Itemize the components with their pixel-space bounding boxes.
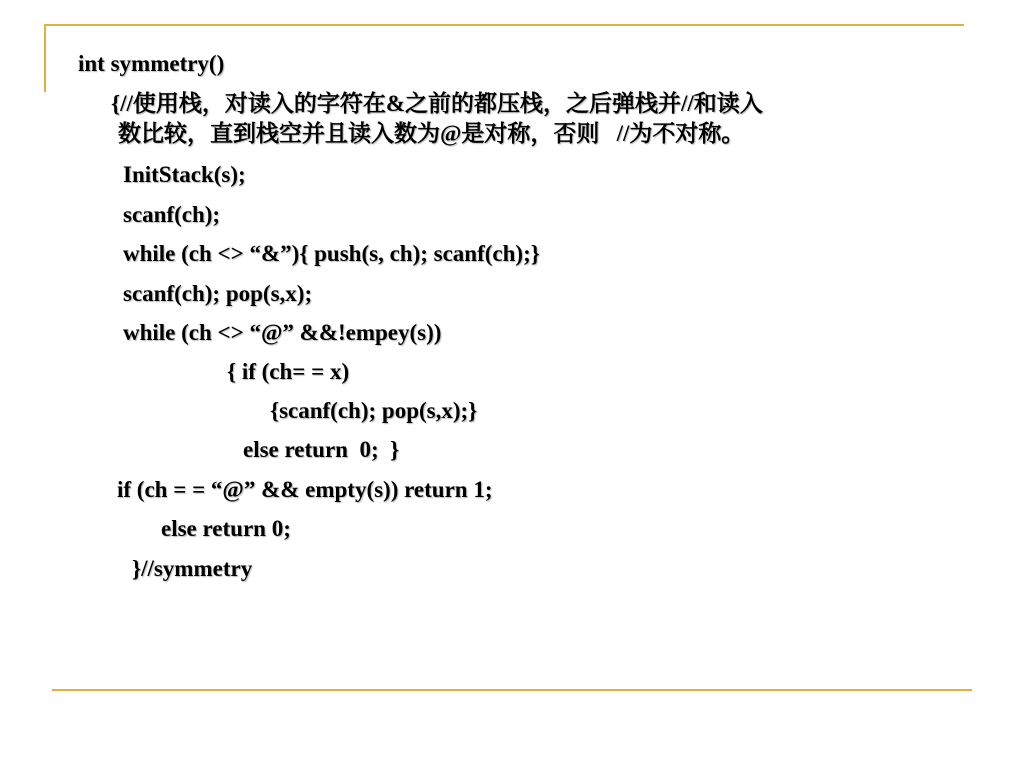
code-line-else-return-0-inner: else return 0; } (243, 437, 400, 462)
code-line-comment-1: {//使用栈，对读入的字符在&之前的都压栈，之后弹栈并//和读入 (111, 91, 763, 116)
code-line-function-signature: int symmetry() (78, 51, 225, 76)
code-line-initstack: InitStack(s); (123, 162, 246, 187)
code-line-while-compare: while (ch <> “@” &&!empey(s)) (123, 320, 442, 345)
code-line-comment-2: 数比较，直到栈空并且读入数为@是对称，否则 //为不对称。 (118, 121, 745, 146)
code-line-end-symmetry: }//symmetry (132, 556, 253, 581)
code-line-if-empty-return-1: if (ch = = “@” && empty(s)) return 1; (117, 477, 493, 502)
code-line-scanf-pop-inner: {scanf(ch); pop(s,x);} (270, 398, 478, 423)
code-line-while-push: while (ch <> “&”){ push(s, ch); scanf(ch);} (123, 241, 540, 266)
code-line-if-equal: { if (ch= = x) (227, 359, 350, 384)
code-line-else-return-0: else return 0; (161, 516, 291, 541)
code-line-scanf-pop: scanf(ch); pop(s,x); (123, 281, 313, 306)
bottom-rule (52, 689, 972, 691)
code-line-scanf: scanf(ch); (123, 202, 221, 227)
